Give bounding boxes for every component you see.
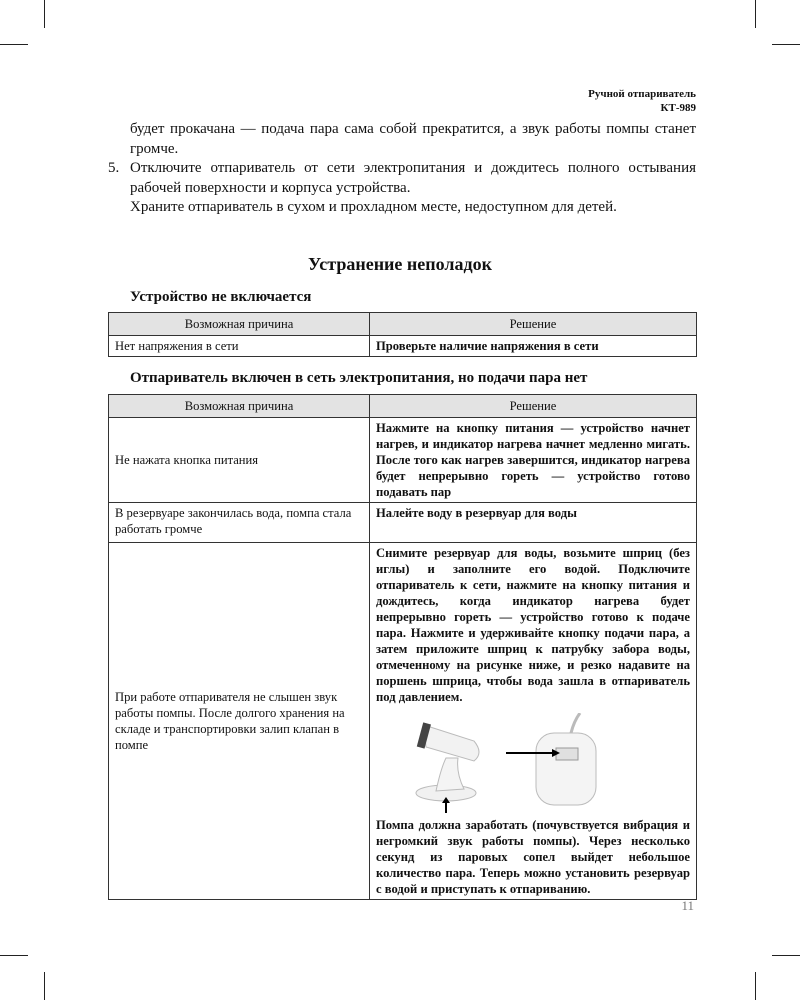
- table-row: [109, 418, 697, 503]
- col-header-solution: Решение: [370, 313, 697, 336]
- crop-mark: [755, 972, 756, 1000]
- running-header: [588, 87, 696, 115]
- solution-cell: Нажмите на кнопку питания — устройство начнет нагрев, и индикатор нагрева начнет медленно мигать. После того как нагрев завершится, индикатор нагрева будет непрерывно гореть — устройство готово подавать пар: [370, 418, 697, 503]
- solution-cell: Налейте воду в резервуар для воды: [370, 503, 697, 543]
- step-5: [108, 159, 696, 198]
- steamer-pump-figure: [396, 713, 626, 813]
- cause-cell: При работе отпаривателя не слышен звук работы помпы. После долгого хранения на складе и транспортировки залип клапан в помпе: [109, 543, 370, 900]
- crop-mark: [755, 0, 756, 28]
- col-header-solution: Решение: [370, 395, 697, 418]
- step-number: 5.: [108, 160, 120, 176]
- table-row: [109, 503, 697, 543]
- crop-mark: [44, 972, 45, 1000]
- table-no-steam: [108, 394, 697, 900]
- col-header-cause: Возможная причина: [109, 395, 370, 418]
- crop-mark: [0, 44, 28, 45]
- section-title: Устранение неполадок: [308, 254, 492, 274]
- col-header-cause: Возможная причина: [109, 313, 370, 336]
- cause-cell: Не нажата кнопка питания: [109, 418, 370, 503]
- continuation-text: будет прокачана — подача пара сама собой прекратится, а звук работы помпы станет громче.: [130, 121, 696, 157]
- solution-text: Снимите резервуар для воды, возьмите шприц (без иглы) и заполните его водой. Подключите отпариватель к сети, нажмите на кнопку питания и дождитесь, когда индикатор нагрева будет непрерывно гореть — устройство готово к подаче пара. Нажмите и удерживайте кнопку подачи пара, а затем приложите шприц к патрубку забора воды, отмеченному на рисунке ниже, и резко надавите на поршень шприца, чтобы вода зашла в отпариватель под давлением.: [376, 546, 690, 704]
- table-row: [109, 543, 697, 900]
- table1-title: Устройство не включается: [130, 289, 312, 305]
- table-no-power: [108, 312, 697, 357]
- solution-cell: [370, 543, 697, 900]
- solution-followup-text: Помпа должна заработать (почувствуется вибрация и негромкий звук работы помпы). Через несколько секунд из паровых сопел выйдет небольшое количество пара. Теперь можно установить резервуар с водой и приступать к отпариванию.: [376, 818, 690, 896]
- storage-text: Храните отпариватель в сухом и прохладном месте, недоступном для детей.: [130, 199, 617, 215]
- steamer-base-icon: [506, 713, 596, 805]
- header-model: КТ-989: [660, 102, 696, 114]
- crop-mark: [772, 955, 800, 956]
- solution-cell: Проверьте наличие напряжения в сети: [370, 336, 697, 357]
- step-text: Отключите отпариватель от сети электропитания и дождитесь полного остывания рабочей поверхности и корпуса устройства.: [130, 160, 696, 196]
- table-row: [109, 336, 697, 357]
- header-product: Ручной отпариватель: [588, 88, 696, 100]
- crop-mark: [44, 0, 45, 28]
- cause-cell: Нет напряжения в сети: [109, 336, 370, 357]
- cause-cell: В резервуаре закончилась вода, помпа стала работать громче: [109, 503, 370, 543]
- steamer-side-icon: [416, 722, 479, 813]
- crop-mark: [772, 44, 800, 45]
- page-number: 11: [681, 898, 694, 913]
- intro-text: [108, 120, 696, 218]
- table2-title: Отпариватель включен в сеть электропитания, но подачи пара нет: [130, 370, 588, 386]
- crop-mark: [0, 955, 28, 956]
